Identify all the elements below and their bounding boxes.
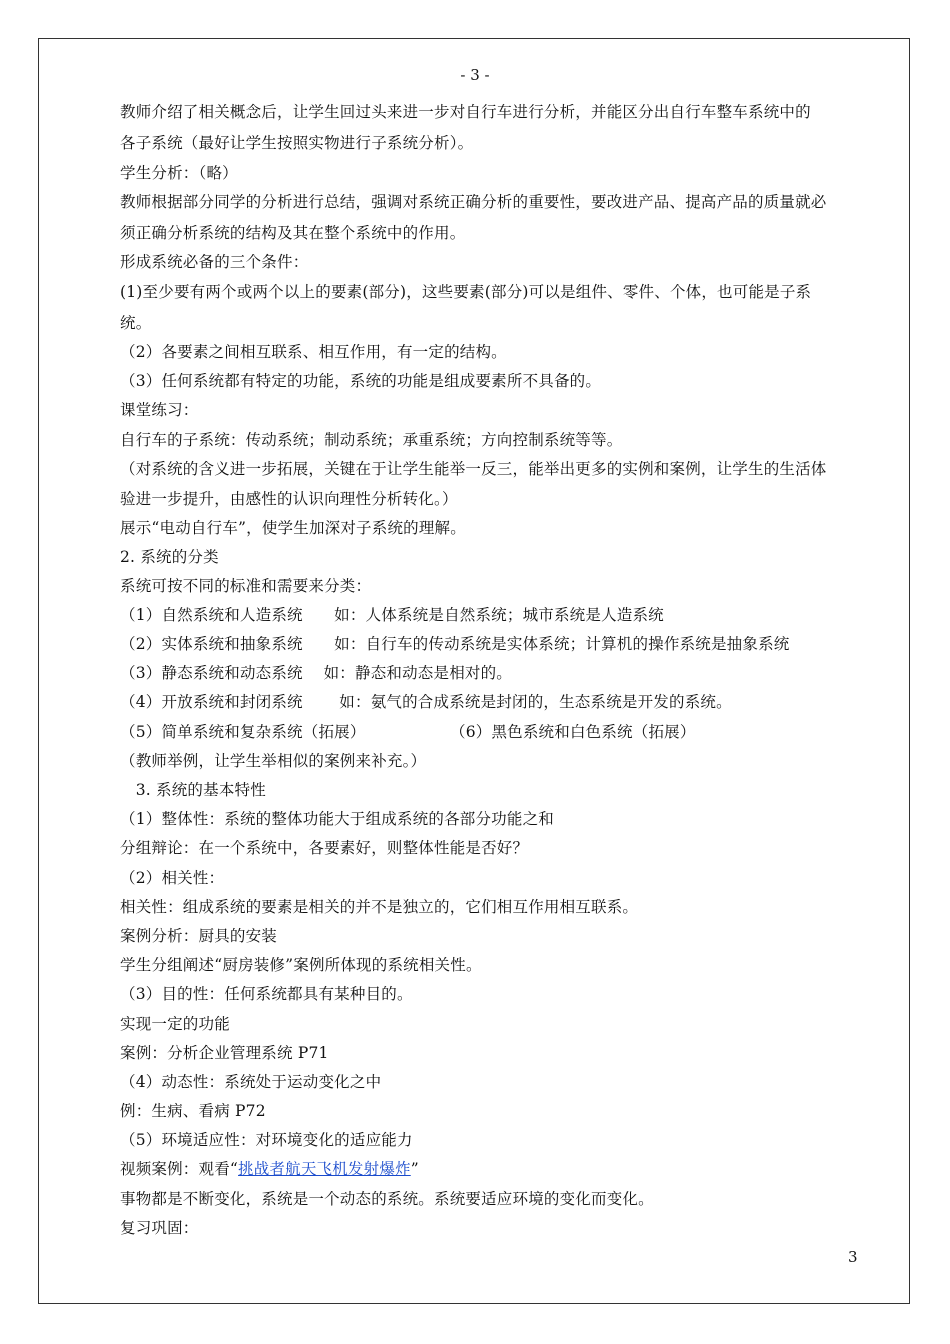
text-line bbox=[120, 398, 860, 420]
text-line bbox=[120, 1128, 860, 1150]
text-line-content: （4）开放系统和封闭系统 如：氨气的合成系统是封闭的，生态系统是开发的系统。 bbox=[120, 693, 732, 711]
text-line bbox=[120, 836, 860, 858]
text-line-content: 各子系统（最好让学生按照实物进行子系统分析）。 bbox=[120, 134, 474, 152]
text-line bbox=[120, 100, 860, 122]
text-line bbox=[120, 545, 860, 567]
text-line bbox=[120, 457, 860, 479]
text-line bbox=[120, 778, 860, 800]
closing-quote: ” bbox=[410, 1160, 419, 1178]
text-line bbox=[120, 369, 860, 391]
text-line-second-column: （6）黑色系统和白色系统（拓展） bbox=[450, 723, 696, 741]
text-line-content: （2）各要素之间相互联系、相互作用，有一定的结构。 bbox=[120, 343, 507, 361]
text-line bbox=[120, 280, 860, 302]
text-line-content: 事物都是不断变化，系统是一个动态的系统。系统要适应环境的变化而变化。 bbox=[120, 1190, 654, 1208]
text-line bbox=[120, 516, 860, 538]
text-line-content: 自行车的子系统：传动系统；制动系统；承重系统；方向控制系统等等。 bbox=[120, 431, 623, 449]
text-line-content: (1)至少要有两个或两个以上的要素(部分)，这些要素(部分)可以是组件、零件、个体，也可能是子系 bbox=[120, 283, 812, 301]
text-line-content: （3）静态系统和动态系统 如：静态和动态是相对的。 bbox=[120, 664, 512, 682]
text-line-content: 实现一定的功能 bbox=[120, 1015, 230, 1033]
text-line bbox=[120, 250, 860, 272]
text-line-content: 学生分组阐述“厨房装修”案例所体现的系统相关性。 bbox=[120, 956, 482, 974]
text-line bbox=[120, 690, 860, 712]
text-line-content: （2）相关性： bbox=[120, 869, 225, 887]
text-line bbox=[120, 924, 860, 946]
text-line-content: 教师介绍了相关概念后，让学生回过头来进一步对自行车进行分析，并能区分出自行车整车系统中的 bbox=[120, 103, 811, 121]
text-line bbox=[120, 131, 860, 153]
text-line bbox=[120, 749, 860, 771]
text-line bbox=[120, 632, 860, 654]
text-line bbox=[120, 1070, 860, 1092]
text-line-content: 案例：分析企业管理系统 P71 bbox=[120, 1044, 329, 1062]
text-line bbox=[120, 574, 860, 596]
text-line bbox=[120, 190, 860, 212]
text-line bbox=[120, 487, 860, 509]
text-line bbox=[120, 1216, 860, 1238]
text-line bbox=[120, 866, 860, 888]
text-line-content: 案例分析：厨具的安装 bbox=[120, 927, 278, 945]
text-line-content: 形成系统必备的三个条件： bbox=[120, 253, 309, 271]
text-line-content: （4）动态性：系统处于运动变化之中 bbox=[120, 1073, 382, 1091]
text-line-content: 相关性：组成系统的要素是相关的并不是独立的，它们相互作用相互联系。 bbox=[120, 898, 639, 916]
text-line bbox=[120, 661, 860, 683]
text-line bbox=[120, 340, 860, 362]
text-line-content: 教师根据部分同学的分析进行总结，强调对系统正确分析的重要性，要改进产品、提高产品的质量就必 bbox=[120, 193, 827, 211]
page-footer-number: 3 bbox=[848, 1248, 858, 1266]
text-line-content: 复习巩固： bbox=[120, 1219, 199, 1237]
text-line bbox=[120, 221, 860, 243]
video-link[interactable]: 挑战者航天飞机发射爆炸 bbox=[238, 1160, 411, 1178]
text-line bbox=[120, 953, 860, 975]
text-line-content: （5）环境适应性：对环境变化的适应能力 bbox=[120, 1131, 413, 1149]
text-line bbox=[120, 982, 860, 1004]
page-header-number: - 3 - bbox=[460, 66, 490, 84]
text-line bbox=[120, 1041, 860, 1063]
text-line-content: 3. 系统的基本特性 bbox=[120, 781, 266, 799]
text-line bbox=[120, 1099, 860, 1121]
text-line-content: （对系统的含义进一步拓展，关键在于让学生能举一反三，能举出更多的实例和案例，让学生的生活体 bbox=[120, 460, 827, 478]
text-line-content: 2. 系统的分类 bbox=[120, 548, 219, 566]
text-line bbox=[120, 603, 860, 625]
text-line-content: 系统可按不同的标准和需要来分类： bbox=[120, 577, 372, 595]
text-line-content: 展示“电动自行车”，使学生加深对子系统的理解。 bbox=[120, 519, 466, 537]
text-line bbox=[120, 1187, 860, 1209]
text-line-content: （教师举例，让学生举相似的案例来补充。） bbox=[120, 752, 427, 770]
text-line bbox=[120, 1012, 860, 1034]
text-line bbox=[120, 1157, 860, 1179]
text-line-content: 验进一步提升，由感性的认识向理性分析转化。） bbox=[120, 490, 458, 508]
text-line-content: 课堂练习： bbox=[120, 401, 199, 419]
text-line-content: （3）任何系统都有特定的功能，系统的功能是组成要素所不具备的。 bbox=[120, 372, 602, 390]
text-line-content: （1）自然系统和人造系统 如：人体系统是自然系统；城市系统是人造系统 bbox=[120, 606, 664, 624]
text-line bbox=[120, 311, 860, 333]
text-line-content: 视频案例：观看“ bbox=[120, 1160, 239, 1178]
text-line bbox=[120, 895, 860, 917]
text-line-content: 例：生病、看病 P72 bbox=[120, 1102, 266, 1120]
text-line-content: （5）简单系统和复杂系统（拓展） bbox=[120, 723, 366, 741]
text-line-content: （2）实体系统和抽象系统 如：自行车的传动系统是实体系统；计算机的操作系统是抽象系统 bbox=[120, 635, 790, 653]
text-line-content: 学生分析：（略） bbox=[120, 164, 238, 182]
text-line bbox=[120, 807, 860, 829]
text-line-content: 须正确分析系统的结构及其在整个系统中的作用。 bbox=[120, 224, 466, 242]
text-line-content: （3）目的性：任何系统都具有某种目的。 bbox=[120, 985, 413, 1003]
text-line-content: 分组辩论：在一个系统中，各要素好，则整体性能是否好？ bbox=[120, 839, 529, 857]
text-line-content: 统。 bbox=[120, 314, 152, 332]
text-line-content: （1）整体性：系统的整体功能大于组成系统的各部分功能之和 bbox=[120, 810, 554, 828]
text-line bbox=[120, 161, 860, 183]
text-line bbox=[120, 428, 860, 450]
